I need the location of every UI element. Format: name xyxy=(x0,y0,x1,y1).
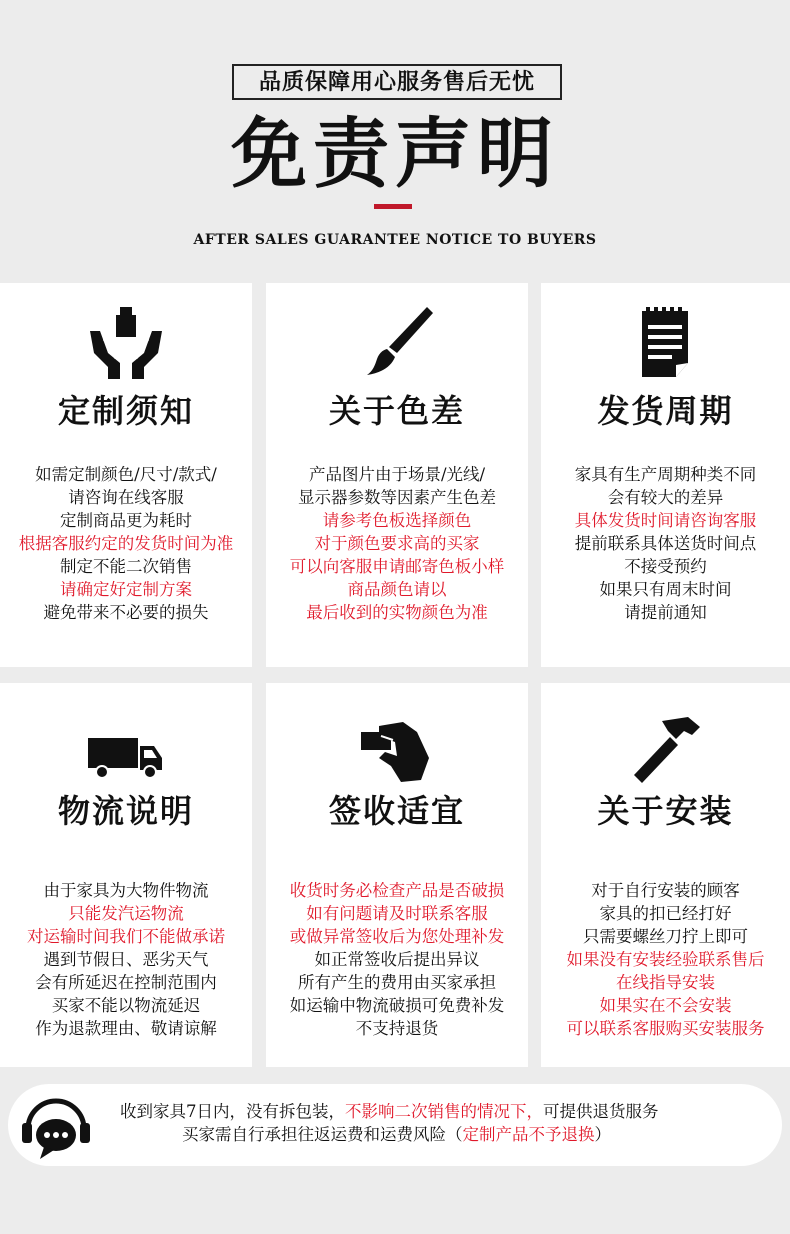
policy-line-1 xyxy=(120,1100,770,1123)
card-logistics xyxy=(0,683,252,1067)
card-line-highlight: 收货时务必检查产品是否破损 xyxy=(289,881,505,900)
card-text xyxy=(0,463,252,624)
card-text xyxy=(541,463,790,624)
card-line-highlight: 根据客服约定的发货时间为准 xyxy=(18,534,234,553)
policy-text: 买家需自行承担往返运费和运费风险（ xyxy=(182,1125,463,1144)
card-title: 定制须知 xyxy=(57,392,194,430)
card-line: 所有产生的费用由买家承担 xyxy=(298,973,496,992)
card-line: 只需要螺丝刀拧上即可 xyxy=(583,927,748,946)
card-line: 不支持退货 xyxy=(355,1019,439,1038)
card-title: 发货周期 xyxy=(597,392,734,430)
card-line-highlight: 请确定好定制方案 xyxy=(60,580,192,599)
policy-text: ） xyxy=(594,1125,611,1144)
card-line-highlight: 在线指导安装 xyxy=(616,973,715,992)
return-policy-text xyxy=(120,1100,770,1146)
card-line-highlight: 如果没有安装经验联系售后 xyxy=(566,950,765,969)
card-customization xyxy=(0,283,252,667)
card-line: 会有较大的差异 xyxy=(607,488,724,507)
card-line: 提前联系具体送货时间点 xyxy=(574,534,757,553)
policy-highlight: 定制产品不予退换 xyxy=(462,1125,595,1144)
card-line: 如果只有周末时间 xyxy=(599,580,732,599)
hands-gift-icon xyxy=(86,301,166,381)
card-receipt xyxy=(266,683,528,1067)
card-title: 关于色差 xyxy=(328,392,465,430)
card-line-highlight: 具体发货时间请咨询客服 xyxy=(574,511,757,530)
card-shipping-cycle xyxy=(541,283,790,667)
card-installation xyxy=(541,683,790,1067)
card-line: 作为退款理由、敬请谅解 xyxy=(35,1019,217,1038)
card-text xyxy=(266,463,528,624)
card-title: 关于安装 xyxy=(597,792,734,830)
card-line: 家具的扣已经打好 xyxy=(599,904,732,923)
paintbrush-icon xyxy=(357,301,437,381)
card-line: 由于家具为大物件物流 xyxy=(43,881,209,900)
card-line: 会有所延迟在控制范围内 xyxy=(35,973,217,992)
card-line: 对于自行安装的顾客 xyxy=(591,881,740,900)
card-line: 家具有生产周期种类不同 xyxy=(574,465,757,484)
header xyxy=(0,0,790,275)
card-title: 签收适宜 xyxy=(328,792,465,830)
slogan-box: 品质保障用心服务售后无忧 xyxy=(232,64,562,100)
card-line-highlight: 或做异常签收后为您处理补发 xyxy=(289,927,505,946)
english-subtitle: AFTER SALES GUARANTEE NOTICE TO BUYERS xyxy=(193,232,597,248)
card-text xyxy=(541,879,790,1040)
card-line: 产品图片由于场景/光线/ xyxy=(308,465,486,484)
notepad-icon xyxy=(626,301,706,381)
card-line: 请咨询在线客服 xyxy=(68,488,184,507)
card-line-highlight: 可以联系客服购买安装服务 xyxy=(566,1019,765,1038)
card-line-highlight: 请参考色板选择颜色 xyxy=(322,511,472,530)
policy-highlight: 不影响二次销售的情况下， xyxy=(345,1102,543,1121)
page-title: 免责声明 xyxy=(231,109,559,198)
policy-text: 可提供退货服务 xyxy=(543,1102,659,1121)
card-line: 遇到节假日、恶劣天气 xyxy=(43,950,209,969)
card-line-highlight: 只能发汽运物流 xyxy=(68,904,184,923)
card-line: 如需定制颜色/尺寸/款式/ xyxy=(35,465,217,484)
policy-text: 收到家具7日内，没有拆包装， xyxy=(120,1102,345,1121)
card-line: 买家不能以物流延迟 xyxy=(51,996,201,1015)
policy-line-2 xyxy=(120,1123,770,1146)
card-line: 避免带来不必要的损失 xyxy=(43,603,209,622)
card-color-difference xyxy=(266,283,528,667)
card-line-highlight: 商品颜色请以 xyxy=(347,580,447,599)
hand-card-icon xyxy=(357,718,437,788)
hammer-icon xyxy=(626,711,706,791)
card-title: 物流说明 xyxy=(57,792,194,830)
card-line: 不接受预约 xyxy=(624,557,707,576)
return-policy-banner xyxy=(8,1084,782,1166)
card-line-highlight: 最后收到的实物颜色为准 xyxy=(306,603,488,622)
card-line: 请提前通知 xyxy=(624,603,707,622)
accent-bar xyxy=(374,204,412,209)
card-line-highlight: 可以向客服申请邮寄色板小样 xyxy=(289,557,505,576)
card-text xyxy=(266,879,528,1040)
card-line: 定制商品更为耗时 xyxy=(60,511,192,530)
card-line: 显示器参数等因素产生色差 xyxy=(298,488,496,507)
card-line-highlight: 如果实在不会安装 xyxy=(599,996,732,1015)
card-line-highlight: 如有问题请及时联系客服 xyxy=(306,904,488,923)
chat-headset-icon xyxy=(16,1089,96,1169)
card-line-highlight: 对于颜色要求高的买家 xyxy=(314,534,480,553)
card-line: 如正常签收后提出异议 xyxy=(314,950,480,969)
card-line: 制定不能二次销售 xyxy=(60,557,192,576)
card-line: 如运输中物流破损可免费补发 xyxy=(289,996,505,1015)
delivery-truck-icon xyxy=(86,732,166,782)
card-text xyxy=(0,879,252,1040)
card-line-highlight: 对运输时间我们不能做承诺 xyxy=(27,927,225,946)
